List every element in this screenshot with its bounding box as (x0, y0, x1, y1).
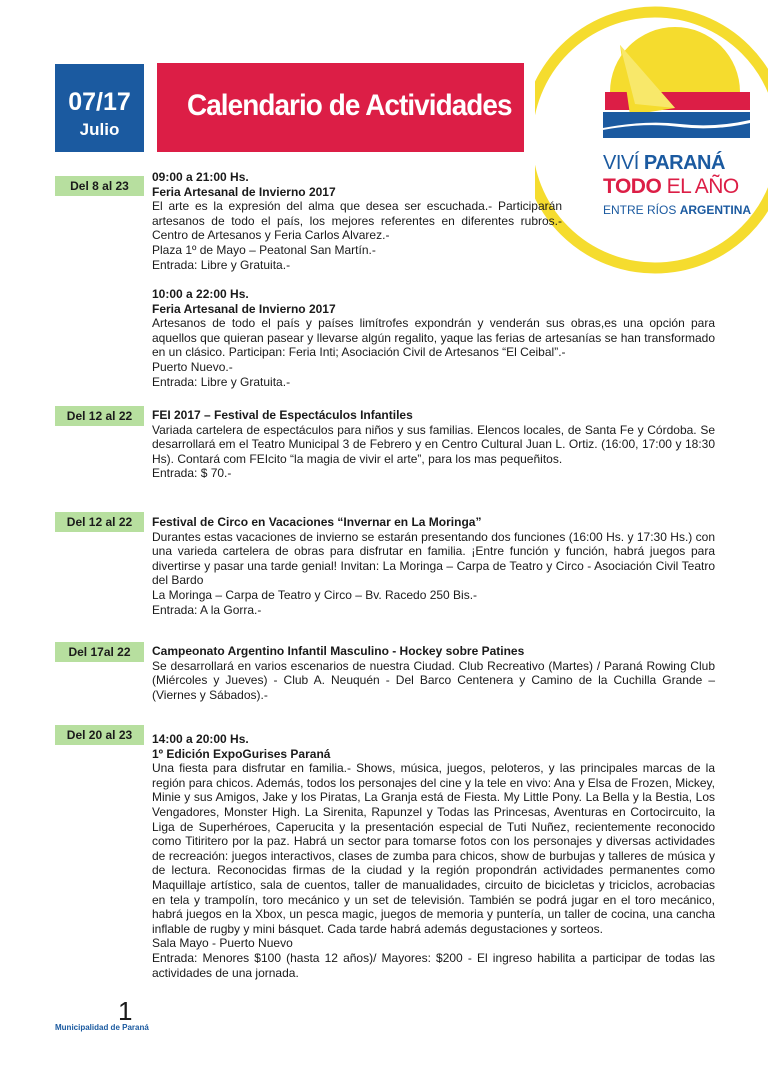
event-time: 09:00 a 21:00 Hs. (152, 170, 249, 184)
date-box (55, 64, 144, 152)
title-banner (157, 63, 524, 152)
logo-line-2: TODO EL AÑO (603, 175, 739, 198)
date-tag: Del 8 al 23 (55, 176, 144, 196)
event-description: Se desarrollará en varios escenarios de nuestra Ciudad. Club Recreativo (Martes) / Paraná Rowing Club (Miércoles y Jueves) - Club A. Neuquén - Del Barco Centenera y Camino de la Cuchilla Grande – (Viernes y Sábados).- (152, 658, 715, 702)
footer-text: Municipalidad de Paraná (55, 1023, 149, 1032)
logo-line-1: VIVÍ PARANÁ (603, 152, 725, 174)
event-description: Una fiesta para disfrutar en familia.- Shows, música, juegos, peloteros, y las principales marcas de la región para chicos. Además, todos los personajes del cine y la tele en vivo: Ana y Elsa de Frozen, Mickey, Minie y sus Amigos, Jake y los Piratas, La Granja está de Fiesta. My Little Pony. La Bella y la Bestia, Los Vengadores, Monster High. La Sirenita, Rapunzel y Todas las Princesas, Aventuras en Cortocircuito, la Liga de Superhéroes, Caperucita y la presentación especial de Tuti Nuñez, recientemente reconocido como Titiritero por la paz. Habrá un sector para tomarse fotos con los personajes y diversas actividades de recreación: juegos interactivos, clases de zumba para chicos, show de burbujas y talleres de música y de lectura. Reconocidas firmas de la ciudad y la región propondrán actividades permanentes como Maquillaje artístico, sala de cuentos, taller de manualidades, circuito de bicicletas y triciclos, acrobacias en tela y trampolín, toro mecánico y un set de televisión. También se podrá jugar en el toro mecánico, habrá juegos en la Xbox, un pesca magic, juegos de memoria y puntería, un taller de cocina, una cancha inflable de rugby y mini básquet. Cada tarde habrá además degustaciones y sorteos. (152, 761, 715, 936)
event-location: La Moringa – Carpa de Teatro y Circo – Bv. Racedo 250 Bis.- (152, 587, 478, 602)
date-tag: Del 17al 22 (55, 642, 144, 662)
page-title: Calendario de Actividades (187, 89, 512, 122)
date-tag: Del 12 al 22 (55, 406, 144, 426)
event-block (152, 170, 562, 272)
event-title: FEI 2017 – Festival de Espectáculos Infantiles (152, 408, 413, 422)
event-description: Variada cartelera de espectáculos para niños y sus familias. Elencos locales, de Santa Fe y Córdoba. Se desarrollará em el Teatro Municipal 3 de Febrero y en Centro Cultural Juan L. Ortiz. (16:00, 17:00 y 18:30 Hs). Contará com FEIcito “la magia de vivir el arte”, para los mas pequeñitos. (152, 422, 715, 466)
event-entry: Entrada: Menores $100 (hasta 12 años)/ Mayores: $200 - El ingreso habilita a participar de todas las actividades de una jornada. (152, 950, 715, 980)
logo-line-3: ENTRE RÍOS ARGENTINA (603, 203, 752, 217)
event-description: Artesanos de todo el país y países limítrofes expondrán y venderán sus obras,es una opción para aquellos que quieran pasear y llevarse algún regalito, yaque las ferias de artesanías se han transformado en un clásico. Participan: Feria Inti; Asociación Civil de Artesanos “El Ceibal”.- (152, 316, 715, 360)
event-entry: Entrada: A la Gorra.- (152, 602, 262, 617)
event-time: 14:00 a 20:00 Hs. (152, 732, 249, 746)
event-location: Plaza 1º de Mayo – Peatonal San Martín.- (152, 242, 376, 257)
date-label: 07/17 (68, 88, 131, 116)
logo-graphic (535, 0, 768, 275)
event-title: Feria Artesanal de Invierno 2017 (152, 301, 336, 316)
event-location: Puerto Nuevo.- (152, 359, 233, 374)
event-entry: Entrada: Libre y Gratuita.- (152, 257, 291, 272)
event-entry: Entrada: $ 70.- (152, 466, 232, 481)
event-description: Durantes estas vacaciones de invierno se estarán presentando dos funciones (16:00 Hs. y 17:30 Hs.) con una varieda cartelera de obras para disfrutar en familia. ¡Entre función y función, habrá juegos para divertirse y pasar una tarde genial! Invitan: La Moringa – Carpa de Teatro y Circo - Asociación Civil Teatro del Bardo (152, 529, 715, 588)
event-title: Campeonato Argentino Infantil Masculino - Hockey sobre Patines (152, 644, 525, 658)
event-title: Festival de Circo en Vacaciones “Invernar en La Moringa” (152, 515, 482, 529)
event-block (152, 732, 715, 980)
event-block (152, 515, 715, 617)
event-title: 1º Edición ExpoGurises Paraná (152, 746, 331, 761)
event-time: 10:00 a 22:00 Hs. (152, 287, 249, 301)
page-number: 1 (118, 996, 133, 1026)
date-tag: Del 20 al 23 (55, 725, 144, 745)
event-description: El arte es la expresión del alma que desea ser escuchada.- Participarán artesanos de todo el país, los mejores referentes en diferentes rubros.- Centro de Artesanos y Feria Carlos Alvarez.- (152, 199, 562, 243)
event-entry: Entrada: Libre y Gratuita.- (152, 374, 291, 389)
event-location: Sala Mayo - Puerto Nuevo (152, 936, 293, 951)
event-block (152, 287, 715, 389)
month-label: Julio (79, 120, 120, 139)
event-block (152, 408, 715, 481)
vivi-parana-logo (535, 0, 768, 275)
event-title: Feria Artesanal de Invierno 2017 (152, 184, 336, 199)
event-block (152, 644, 715, 702)
date-tag: Del 12 al 22 (55, 512, 144, 532)
